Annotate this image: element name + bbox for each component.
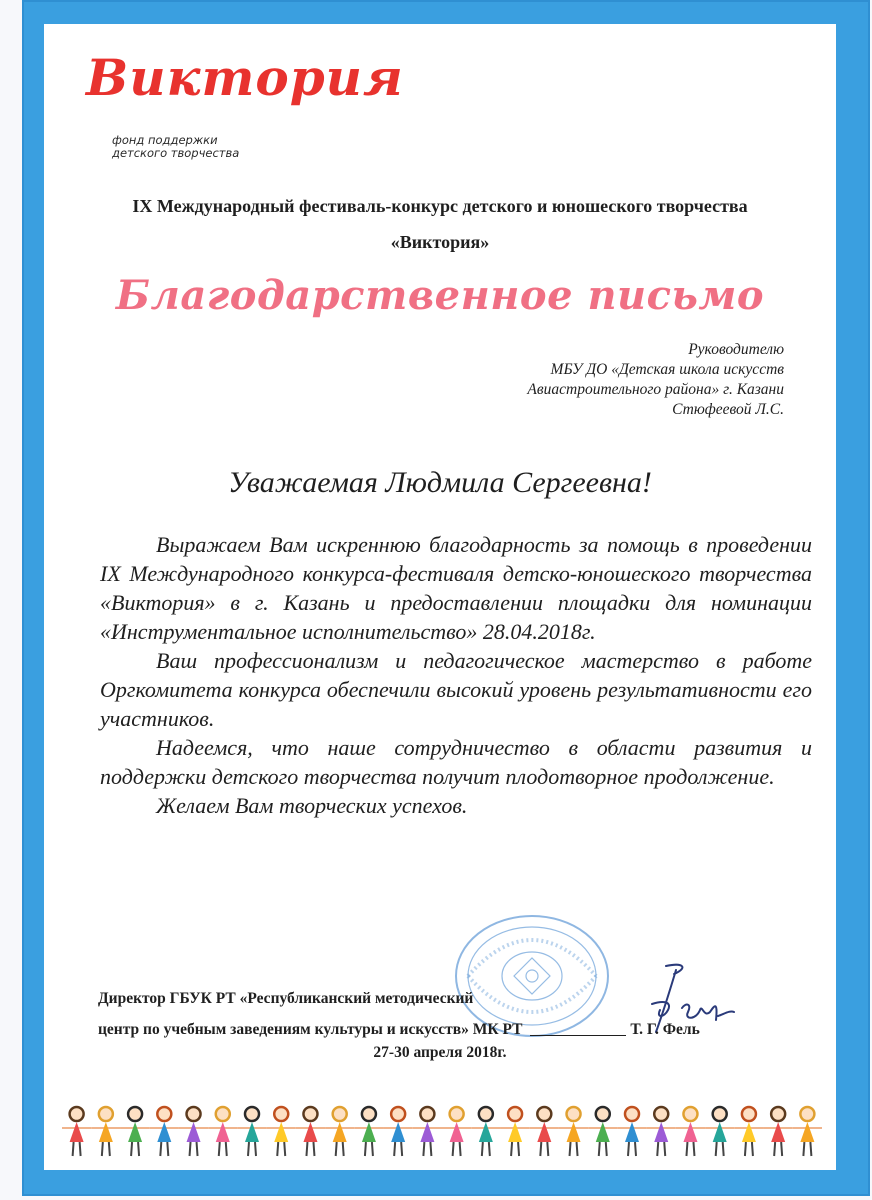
child-figure [179,1107,208,1156]
child-figure [296,1107,325,1156]
event-date: 27-30 апреля 2018г. [373,1044,507,1061]
festival-heading: IX Международный фестиваль-конкурс детского и юношеского творчества [132,196,748,216]
greeting: Уважаемая Людмила Сергеевна! [228,466,652,499]
addressee-block [527,340,784,420]
director-line2-text: центр по учебным заведениям культуры и искусств» МК РТ [98,1021,523,1038]
logo-subtitle-line2: детского творчества [112,146,240,160]
child-figure [647,1107,676,1156]
signer-name: Т. Г. Фель [630,1021,700,1038]
body-paragraph-3: Надеемся, что наше сотрудничество в области развития и поддержки детского творчества получит плодотворное продолжение. [100,735,812,789]
director-line2 [98,1014,700,1045]
child-figure [384,1107,413,1156]
child-figure [237,1107,266,1156]
children-border-illustration [62,1098,822,1162]
letter-title: Благодарственное письмо [115,272,765,319]
child-figure [442,1107,471,1156]
addressee-line4: Стюфеевой Л.С. [672,401,784,418]
child-figure [500,1107,529,1156]
child-figure [91,1107,120,1156]
body-paragraph-2: Ваш профессионализм и педагогическое мастерство в работе Оргкомитета конкурса обеспечили высокий уровень результативности его участников. [100,648,812,731]
director-signature-block [98,983,700,1045]
addressee-line1: Руководителю [688,341,784,358]
child-figure [705,1107,734,1156]
child-figure [354,1107,383,1156]
child-figure [120,1107,149,1156]
child-figure [734,1107,763,1156]
child-figure [559,1107,588,1156]
child-figure [471,1107,500,1156]
signature-line [530,1035,626,1036]
child-figure [62,1107,91,1156]
child-figure [413,1107,442,1156]
child-figure [325,1107,354,1156]
body-paragraph-4: Желаем Вам творческих успехов. [156,793,468,818]
victoria-logo [86,48,404,168]
logo-wordmark: Виктория [86,48,404,107]
festival-name: «Виктория» [390,232,490,252]
addressee-line2: МБУ ДО «Детская школа искусств [550,361,784,378]
child-figure [530,1107,559,1156]
letter-body [100,530,812,820]
body-paragraph-1: Выражаем Вам искреннюю благодарность за помощь в проведении IX Международного конкурса-фестиваля детско-юношеского творчества «Виктория» в г. Казань и предоставлении площадки для номинации «Инструментальное исполнительство» 28.04.2018г. [100,532,812,644]
child-figure [676,1107,705,1156]
child-figure [208,1107,237,1156]
child-figure [267,1107,296,1156]
logo-subtitle-line1: фонд поддержки [112,133,218,147]
logo-subtitle [112,134,239,160]
child-figure [588,1107,617,1156]
child-figure [764,1107,793,1156]
child-figure [617,1107,646,1156]
addressee-line3: Авиастроительного района» г. Казани [527,381,784,398]
child-figure [793,1107,822,1156]
child-figure [150,1107,179,1156]
director-line1: Директор ГБУК РТ «Республиканский методический [98,990,474,1007]
